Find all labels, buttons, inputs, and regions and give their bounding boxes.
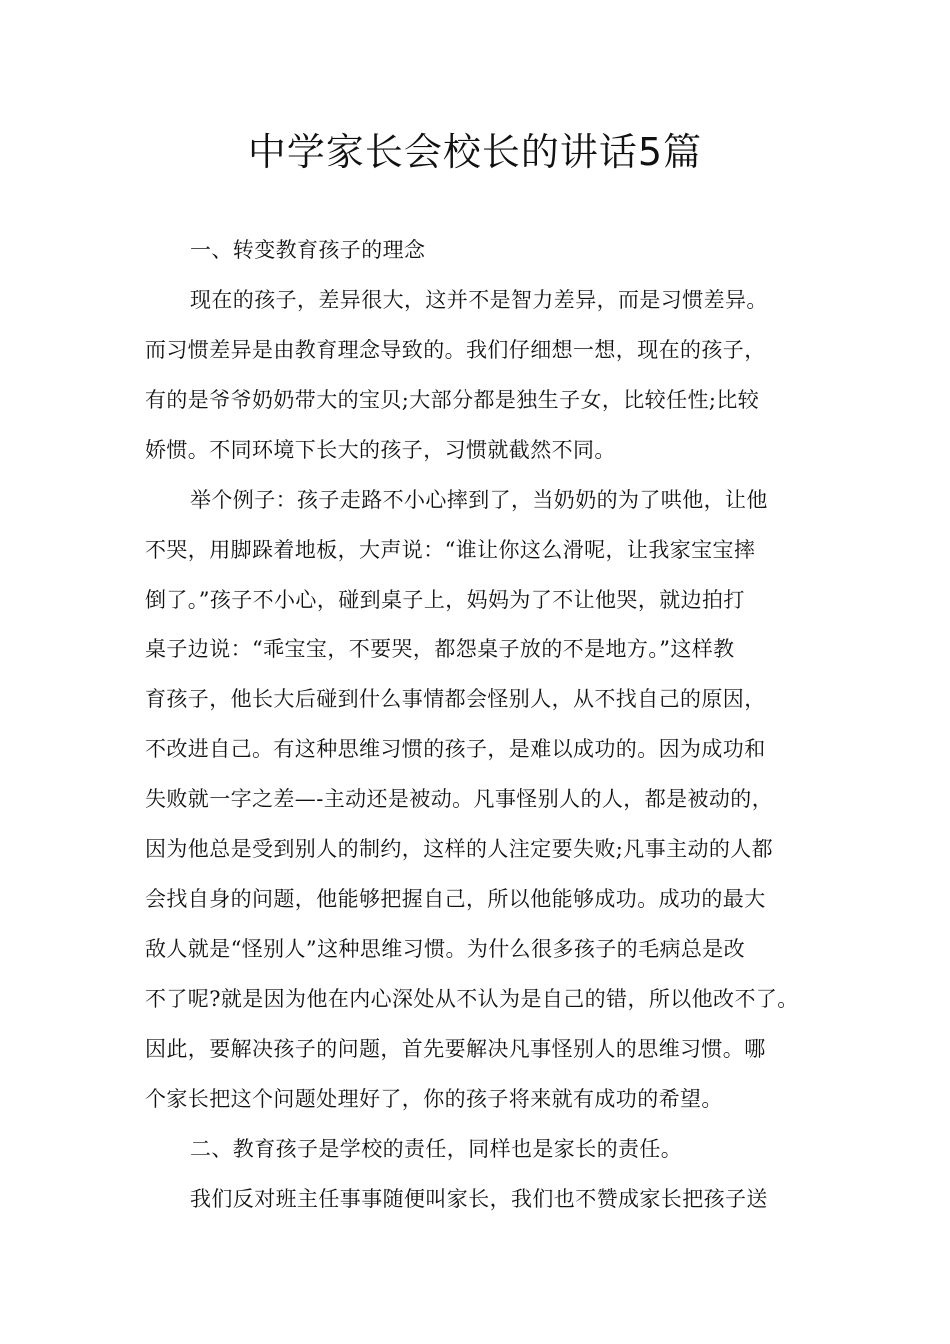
body-line: 失败就一字之差—-主动还是被动。凡事怪别人的人，都是被动的， [145,787,774,811]
section-heading-1: 一、转变教育孩子的理念 [190,238,426,262]
body-line: 不了呢?就是因为他在内心深处从不认为是自己的错，所以他改不了。 [145,987,799,1011]
body-line: 敌人就是“怪别人”这种思维习惯。为什么很多孩子的毛病总是改 [145,937,746,961]
body-line: 有的是爷爷奶奶带大的宝贝;大部分都是独生子女，比较任性;比较 [145,388,760,412]
body-line: 育孩子，他长大后碰到什么事情都会怪别人，从不找自己的原因， [145,687,766,711]
body-line: 而习惯差异是由教育理念导致的。我们仔细想一想，现在的孩子， [145,338,766,362]
body-line: 倒了。”孩子不小心，碰到桌子上，妈妈为了不让他哭，就边拍打 [145,588,745,612]
body-line: 我们反对班主任事事随便叫家长，我们也不赞成家长把孩子送 [190,1187,768,1211]
section-heading-2: 二、教育孩子是学校的责任，同样也是家长的责任。 [190,1137,683,1161]
body-line: 因为他总是受到别人的制约，这样的人注定要失败;凡事主动的人都 [145,837,774,861]
document-title: 中学家长会校长的讲话5篇 [247,130,703,174]
body-line: 会找自身的问题，他能够把握自己，所以他能够成功。成功的最大 [145,887,766,911]
body-line: 现在的孩子，差异很大，这并不是智力差异，而是习惯差异。 [190,288,768,312]
body-line: 娇惯。不同环境下长大的孩子，习惯就截然不同。 [145,438,616,462]
body-line: 不改进自己。有这种思维习惯的孩子，是难以成功的。因为成功和 [145,737,766,761]
body-line: 因此，要解决孩子的问题，首先要解决凡事怪别人的思维习惯。哪 [145,1037,766,1061]
body-line: 个家长把这个问题处理好了，你的孩子将来就有成功的希望。 [145,1087,723,1111]
body-line: 桌子边说：“乖宝宝，不要哭，都怨桌子放的不是地方。”这样教 [145,637,735,661]
body-line: 不哭，用脚跺着地板，大声说：“谁让你这么滑呢，让我家宝宝摔 [145,538,756,562]
body-line: 举个例子：孩子走路不小心摔到了，当奶奶的为了哄他，让他 [190,488,768,512]
